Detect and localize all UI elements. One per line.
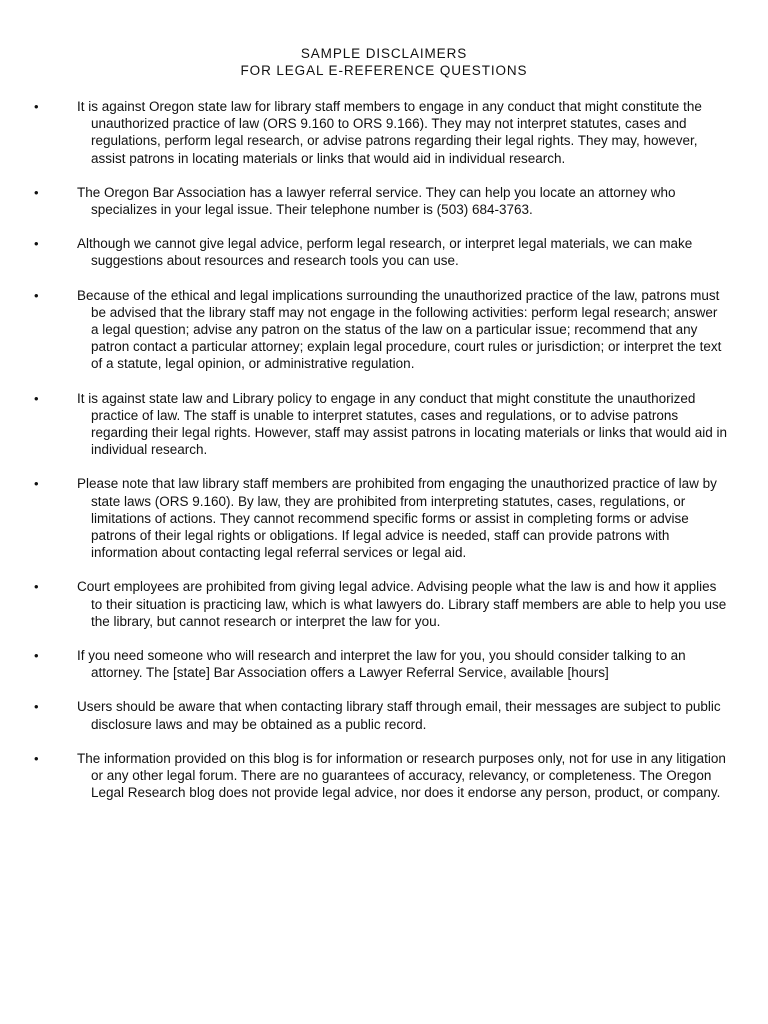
disclaimer-item	[0, 184, 768, 218]
disclaimer-text: It is against Oregon state law for library staff members to engage in any conduct that might constitute the unauthorized practice of law (ORS 9.160 to ORS 9.166). They may not interpret statutes, cases and regulations, perform legal research, or advise patrons regarding their legal rights. They may, however, assist patrons in locating materials or links that would aid in individual research.	[77, 99, 702, 166]
disclaimer-text: Please note that law library staff members are prohibited from engaging the unauthorized practice of law by state laws (ORS 9.160). By law, they are prohibited from interpreting statutes, cases, regulations, or limitations of actions. They cannot recommend specific forms or assist in completing forms or advise patrons of their legal rights or obligations. If legal advice is needed, staff can provide patrons with information about contacting legal referral services or legal aid.	[77, 476, 717, 561]
title-line-1: SAMPLE DISCLAIMERS	[300, 46, 468, 61]
disclaimer-item	[0, 287, 768, 373]
disclaimer-text: The Oregon Bar Association has a lawyer referral service. They can help you locate an attorney who specializes in your legal issue. Their telephone number is (503) 684-3763.	[77, 184, 676, 218]
disclaimer-item	[0, 647, 768, 681]
disclaimer-item	[0, 235, 768, 269]
disclaimer-item	[0, 578, 768, 630]
bullet-icon: •	[34, 287, 39, 303]
disclaimer-list	[0, 98, 768, 819]
disclaimer-item	[0, 475, 768, 561]
bullet-icon: •	[34, 579, 39, 595]
bullet-icon: •	[34, 390, 39, 406]
disclaimer-text: Users should be aware that when contacting library staff through email, their messages are subject to public disclosure laws and may be obtained as a public record.	[77, 699, 721, 732]
bullet-icon: •	[34, 699, 39, 715]
disclaimer-text: It is against state law and Library policy to engage in any conduct that might constitute the unauthorized practice of law. The staff is unable to interpret statutes, cases and regulations, or to advise patrons regarding their legal rights. However, staff may assist patrons in locating materials or links that would aid in individual research.	[77, 390, 728, 458]
disclaimer-text: Because of the ethical and legal implications surrounding the unauthorized practice of the law, patrons must be advised that the library staff may not engage in the following activities: perform legal research; answer a legal question; advise any patron on the status of the law on a particular issue; recommend that any patron contact a particular attorney; explain legal procedure, court rules or jurisdiction; or interpret the text of a statute, legal opinion, or administrative regulation.	[77, 287, 722, 372]
bullet-icon: •	[34, 99, 39, 114]
bullet-icon: •	[34, 648, 39, 664]
disclaimer-text: Although we cannot give legal advice, perform legal research, or interpret legal materials, we can make suggestions about resources and research tools you can use.	[77, 236, 693, 269]
disclaimer-item	[0, 698, 768, 732]
disclaimer-item	[0, 98, 768, 167]
bullet-icon: •	[34, 476, 39, 492]
disclaimer-item	[0, 390, 768, 459]
bullet-icon: •	[34, 750, 39, 766]
document-title	[0, 45, 768, 79]
bullet-icon: •	[34, 236, 39, 252]
disclaimer-text: Court employees are prohibited from giving legal advice. Advising people what the law is and how it applies to their situation is practicing law, which is what lawyers do. Library staff members are able to help you use the library, but cannot research or interpret the law for you.	[77, 579, 727, 629]
disclaimer-item	[0, 750, 768, 802]
disclaimer-text: If you need someone who will research and interpret the law for you, you should consider talking to an attorney. The [state] Bar Association offers a Lawyer Referral Service, available [hours]	[77, 648, 686, 681]
bullet-icon: •	[34, 184, 39, 200]
disclaimer-text: The information provided on this blog is for information or research purposes only, not for use in any litigation or any other legal forum. There are no guarantees of accuracy, relevancy, or completeness. The Oregon Legal Research blog does not provide legal advice, nor does it endorse any person, product, or company.	[77, 750, 726, 801]
title-line-2: FOR LEGAL E-REFERENCE QUESTIONS	[240, 63, 528, 78]
